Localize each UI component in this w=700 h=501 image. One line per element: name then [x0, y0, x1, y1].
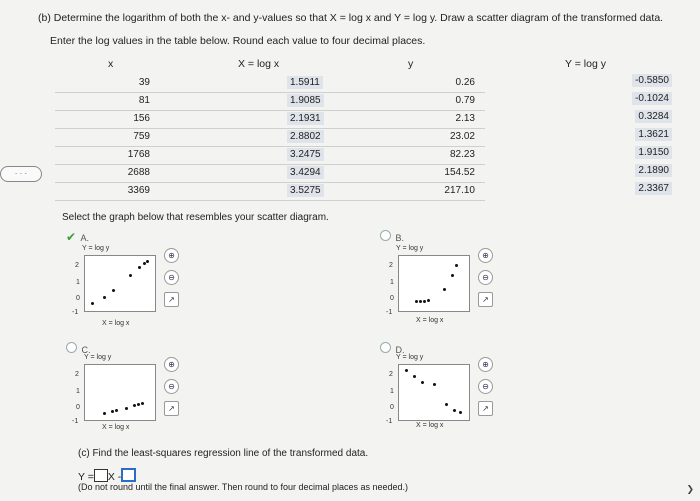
- graph-b-point: [451, 274, 454, 277]
- graph-d-point: [445, 403, 448, 406]
- logy-value: 2.3367: [635, 182, 672, 195]
- graph-a-point: [146, 260, 149, 263]
- cell-logx[interactable]: [287, 77, 323, 88]
- graph-a: [72, 245, 162, 330]
- graph-b-point: [455, 264, 458, 267]
- graph-d-zoom-out-icon[interactable]: ⊖: [478, 379, 493, 394]
- graph-b-ylabel: Y = log y: [396, 245, 424, 252]
- graph-b-zoom-in-icon[interactable]: ⊕: [478, 248, 493, 263]
- select-graph-prompt: Select the graph below that resembles your scatter diagram.: [62, 212, 329, 223]
- graph-b-point: [423, 300, 426, 303]
- table-row: [55, 164, 485, 183]
- header-x: x: [108, 58, 114, 70]
- graph-c-tick: -1: [72, 418, 79, 425]
- graph-b: [386, 245, 476, 330]
- graph-d-ylabel: Y = log y: [396, 354, 424, 361]
- graph-a-xlabel: X = log x: [102, 320, 130, 327]
- table-row: [55, 182, 485, 201]
- logy-value: 0.3284: [635, 110, 672, 123]
- option-a-label: A.: [80, 233, 90, 243]
- graph-b-point: [427, 299, 430, 302]
- option-b-label: B.: [395, 233, 404, 243]
- graph-d-point: [459, 411, 462, 414]
- logx-value: 3.2475: [287, 148, 324, 161]
- logx-value: 2.8802: [287, 130, 324, 143]
- graph-d-xlabel: X = log x: [416, 422, 444, 429]
- cell-x: 156: [133, 113, 150, 124]
- graph-c-point: [125, 407, 128, 410]
- graph-a-tick: 2: [75, 262, 79, 269]
- table-row: [55, 74, 485, 93]
- option-d-label: D.: [395, 345, 405, 355]
- cell-logx[interactable]: [287, 95, 324, 106]
- graph-a-ylabel: Y = log y: [82, 245, 110, 252]
- graph-d-area: [398, 364, 470, 421]
- cell-logy[interactable]: [622, 147, 672, 158]
- graph-a-area: [84, 255, 156, 312]
- part-c-question: (c) Find the least-squares regression line of the transformed data.: [78, 448, 369, 459]
- graph-c-area: [84, 364, 156, 421]
- option-d-radio[interactable]: [380, 342, 391, 353]
- cell-logx[interactable]: [287, 167, 324, 178]
- rounding-note: (Do not round until the final answer. Then round to four decimal places as needed.): [78, 482, 409, 492]
- graph-d-tick: 0: [390, 404, 394, 411]
- graph-c-point: [103, 412, 106, 415]
- graph-d-tick: 1: [390, 388, 394, 395]
- cell-x: 759: [133, 131, 150, 142]
- graph-d: [386, 354, 476, 439]
- graph-d-point: [421, 381, 424, 384]
- graph-c-zoom-in-icon[interactable]: ⊕: [164, 357, 179, 372]
- graph-d-point: [405, 369, 408, 372]
- graph-b-point: [415, 300, 418, 303]
- part-b-instruction: Enter the log values in the table below. Round each value to four decimal places.: [50, 35, 426, 47]
- table-row: [55, 128, 485, 147]
- header-logx: X = log x: [238, 58, 280, 70]
- header-logy: Y = log y: [565, 58, 606, 70]
- logx-value: 2.1931: [287, 112, 324, 125]
- cell-x: 1768: [127, 149, 150, 160]
- table-row: [55, 92, 485, 111]
- graph-c-tick: 2: [75, 371, 79, 378]
- eq-y-label: Y =: [78, 471, 94, 483]
- option-c-radio[interactable]: [66, 342, 77, 353]
- graph-a-popout-icon[interactable]: ↗: [164, 292, 179, 307]
- cell-logy[interactable]: [622, 165, 672, 176]
- graph-a-tick: -1: [72, 309, 79, 316]
- logx-value: 3.4294: [287, 166, 324, 179]
- graph-c-zoom-out-icon[interactable]: ⊖: [164, 379, 179, 394]
- graph-c-point: [115, 409, 118, 412]
- option-b-radio[interactable]: [380, 230, 391, 241]
- cell-logx[interactable]: [287, 113, 324, 124]
- cell-y: 154.52: [444, 167, 475, 178]
- cell-y: 23.02: [449, 131, 475, 142]
- graph-c-ylabel: Y = log y: [84, 354, 112, 361]
- graph-d-point: [433, 383, 436, 386]
- logy-value: -0.1024: [632, 92, 672, 105]
- side-expand-tab[interactable]: · · ·: [0, 166, 42, 182]
- cell-logy[interactable]: [622, 183, 672, 194]
- cell-y: 217.10: [444, 185, 475, 196]
- graph-c-tick: 1: [76, 388, 80, 395]
- slope-input[interactable]: [94, 469, 108, 482]
- graph-a-point: [103, 296, 106, 299]
- logy-value: 2.1890: [635, 164, 672, 177]
- graph-c-point: [141, 402, 144, 405]
- graph-a-point: [91, 302, 94, 305]
- cell-x: 2688: [127, 167, 150, 178]
- regression-equation: [78, 468, 136, 483]
- graph-d-tick: 2: [389, 371, 393, 378]
- graph-c-point: [111, 410, 114, 413]
- graph-b-tick: -1: [386, 309, 393, 316]
- logy-value: 1.3621: [635, 128, 672, 141]
- cell-x: 81: [138, 95, 150, 106]
- graph-b-popout-icon[interactable]: ↗: [478, 292, 493, 307]
- graph-a-zoom-in-icon[interactable]: ⊕: [164, 248, 179, 263]
- option-b[interactable]: [380, 228, 404, 246]
- graph-a-point: [129, 274, 132, 277]
- check-icon: ✔: [66, 230, 77, 244]
- cell-y: 0.26: [455, 77, 475, 88]
- cell-y: 0.79: [455, 95, 475, 106]
- logx-value: 1.5911: [287, 76, 323, 89]
- graph-b-point: [419, 300, 422, 303]
- logx-value: 3.5275: [287, 184, 324, 197]
- cell-logx[interactable]: [287, 185, 324, 196]
- graph-c-tick: 0: [76, 404, 80, 411]
- graph-a-point: [112, 289, 115, 292]
- cell-logy[interactable]: [622, 93, 672, 104]
- graph-c-point: [137, 403, 140, 406]
- graph-b-tick: 0: [390, 295, 394, 302]
- logy-value: 1.9150: [635, 146, 672, 159]
- cell-x: 39: [138, 77, 150, 88]
- cell-logy[interactable]: [622, 111, 672, 122]
- graph-c-point: [133, 404, 136, 407]
- graph-b-tick: 1: [390, 279, 394, 286]
- graph-d-point: [453, 409, 456, 412]
- intercept-input[interactable]: [121, 468, 136, 482]
- scroll-down-icon[interactable]: ❯: [686, 484, 694, 494]
- cell-y: 2.13: [455, 113, 475, 124]
- graph-b-xlabel: X = log x: [416, 317, 444, 324]
- graph-b-tick: 2: [389, 262, 393, 269]
- graph-a-tick: 0: [76, 295, 80, 302]
- graph-b-point: [443, 288, 446, 291]
- graph-c-xlabel: X = log x: [102, 424, 130, 431]
- graph-d-zoom-in-icon[interactable]: ⊕: [478, 357, 493, 372]
- graph-c-popout-icon[interactable]: ↗: [164, 401, 179, 416]
- cell-x: 3369: [127, 185, 150, 196]
- cell-y: 82.23: [449, 149, 475, 160]
- cell-logx[interactable]: [287, 131, 324, 142]
- option-c-label: C.: [81, 345, 91, 355]
- graph-d-point: [413, 375, 416, 378]
- table-row: [55, 146, 485, 165]
- graph-d-tick: -1: [386, 418, 393, 425]
- table-row: [55, 110, 485, 129]
- graph-b-zoom-out-icon[interactable]: ⊖: [478, 270, 493, 285]
- logx-value: 1.9085: [287, 94, 324, 107]
- graph-a-point: [138, 266, 141, 269]
- cell-logx[interactable]: [287, 149, 324, 160]
- graph-c: [72, 354, 162, 439]
- eq-x-label: X -: [107, 471, 122, 483]
- cell-logy[interactable]: [622, 129, 672, 140]
- graph-a-zoom-out-icon[interactable]: ⊖: [164, 270, 179, 285]
- part-b-question: (b) Determine the logarithm of both the x- and y-values so that X = log x and Y = log y. Draw a scatter diagram of the transformed data.: [38, 12, 664, 24]
- header-y: y: [408, 58, 414, 70]
- cell-logy[interactable]: [622, 75, 672, 86]
- graph-d-popout-icon[interactable]: ↗: [478, 401, 493, 416]
- logy-value: -0.5850: [632, 74, 672, 87]
- graph-a-tick: 1: [76, 279, 80, 286]
- option-a[interactable]: [66, 228, 89, 246]
- graph-b-area: [398, 255, 470, 312]
